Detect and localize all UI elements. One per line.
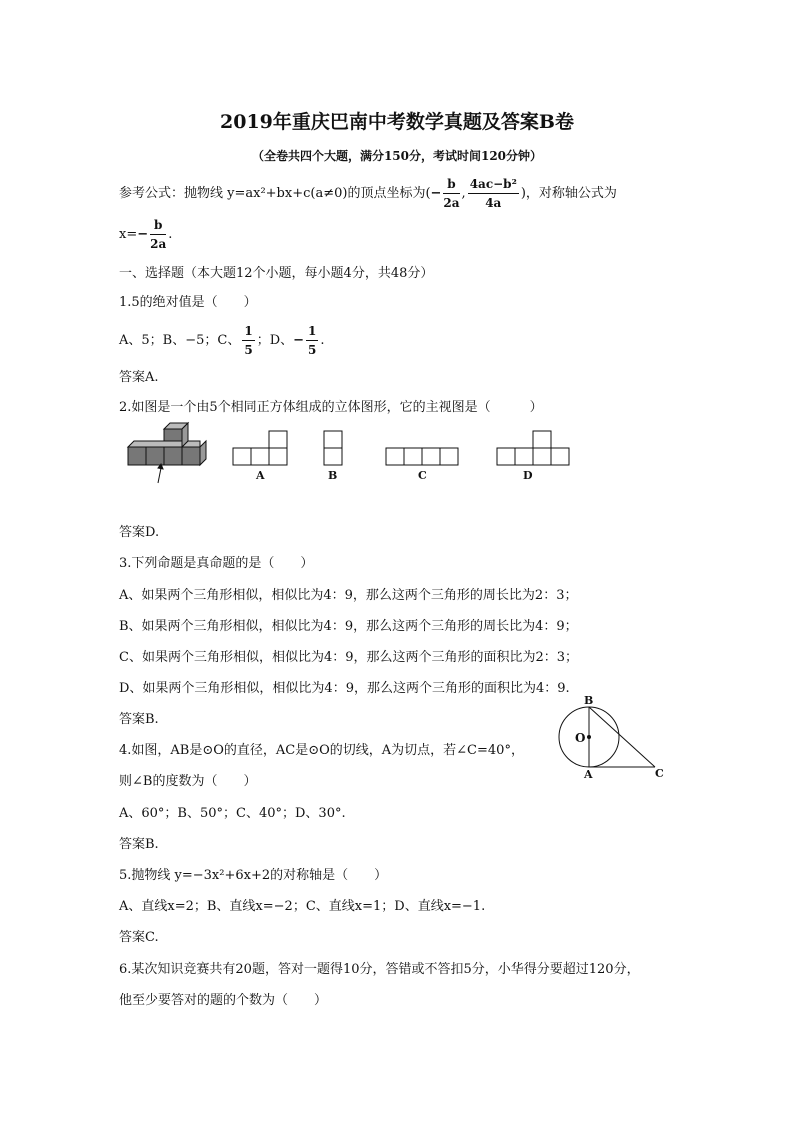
option-label-b: B — [328, 469, 338, 482]
option-label-a: A — [256, 469, 265, 482]
option-label-d: D — [523, 469, 533, 482]
minus-sign: − — [430, 186, 442, 201]
axis-formula-suffix: . — [168, 227, 173, 242]
fraction-numerator: 1 — [306, 324, 318, 341]
q1-fraction-c — [242, 324, 254, 357]
option-label-c: C — [418, 469, 427, 482]
question-2-answer: 答案D. — [119, 525, 160, 540]
question-6-stem-line1: 6.某次知识竞赛共有20题，答对一题得10分，答错或不答扣5分，小华得分要超过120分， — [119, 962, 640, 977]
view-option-d — [497, 431, 569, 465]
fraction-denominator: 5 — [244, 343, 253, 357]
question-3-stem: 3.下列命题是真命题的是（ ） — [119, 556, 314, 571]
question-1-answer: 答案A. — [119, 370, 159, 385]
point-label-a: A — [584, 768, 593, 781]
fraction-numerator: b — [443, 177, 459, 194]
formula-comma: , — [461, 186, 466, 201]
question-3-option-d: D、如果两个三角形相似，相似比为4：9，那么这两个三角形的面积比为4：9. — [119, 681, 570, 696]
axis-formula — [119, 218, 172, 251]
page-title: 2019年重庆巴南中考数学真题及答案B卷 — [220, 111, 574, 133]
center-point — [587, 735, 591, 739]
question-5-stem: 5.抛物线 y=−3x²+6x+2的对称轴是（ ） — [119, 868, 388, 883]
question-4-options: A、60°；B、50°；C、40°；D、30°. — [119, 806, 346, 821]
minus-sign: − — [137, 227, 149, 242]
circle-tangent-figure — [550, 695, 670, 785]
view-option-a — [233, 431, 287, 465]
q1-options-suffix: . — [320, 333, 325, 348]
fraction-denominator: 2a — [443, 196, 460, 210]
section-heading: 一、选择题（本大题12个小题，每小题4分，共48分） — [119, 266, 434, 281]
q1-options-prefix: A、5；B、−5；C、 — [119, 333, 241, 348]
axis-formula-prefix: x= — [119, 227, 138, 242]
cube-views-figure — [0, 420, 794, 500]
view-option-b — [324, 431, 342, 465]
question-1-options — [119, 324, 325, 357]
question-4-stem-line2: 则∠B的度数为（ ） — [119, 774, 257, 789]
point-label-o: O — [575, 731, 586, 745]
fraction-denominator: 2a — [150, 237, 167, 251]
cube-solid-figure — [128, 423, 206, 483]
question-6-stem-line2: 他至少要答对的题的个数为（ ） — [119, 993, 328, 1008]
axis-fraction — [150, 218, 166, 251]
page-subtitle: （全卷共四个大题，满分150分，考试时间120分钟） — [251, 149, 543, 163]
point-label-b: B — [584, 694, 594, 707]
question-3-option-a: A、如果两个三角形相似，相似比为4：9，那么这两个三角形的周长比为2：3； — [119, 588, 578, 603]
question-3-option-b: B、如果两个三角形相似，相似比为4：9，那么这两个三角形的周长比为4：9； — [119, 619, 578, 634]
question-5-answer: 答案C. — [119, 930, 159, 945]
point-label-c: C — [655, 767, 664, 780]
question-3-answer: 答案B. — [119, 712, 159, 727]
fraction-numerator: b — [150, 218, 166, 235]
question-1-stem: 1.5的绝对值是（ ） — [119, 295, 257, 310]
fraction-denominator: 5 — [308, 343, 317, 357]
question-5-options: A、直线x=2；B、直线x=−2；C、直线x=1；D、直线x=−1. — [119, 899, 486, 914]
segment-bc — [589, 707, 655, 767]
minus-sign: − — [293, 333, 305, 348]
question-2-stem: 2.如图是一个由5个相同正方体组成的立体图形，它的主视图是（ ） — [119, 400, 543, 415]
q1-fraction-d — [306, 324, 318, 357]
fraction-numerator: 1 — [242, 324, 254, 341]
vertex-y-fraction — [468, 177, 519, 210]
fraction-numerator: 4ac−b² — [468, 177, 519, 194]
fraction-denominator: 4a — [485, 196, 502, 210]
vertex-x-fraction — [443, 177, 459, 210]
question-4-stem-line1: 4.如图，AB是⊙O的直径，AC是⊙O的切线，A为切点，若∠C=40°， — [119, 743, 524, 758]
q1-options-mid: ；D、 — [256, 333, 294, 348]
question-3-option-c: C、如果两个三角形相似，相似比为4：9，那么这两个三角形的面积比为2：3； — [119, 650, 579, 665]
formula-prefix: 参考公式：抛物线 y=ax²+bx+c(a≠0)的顶点坐标为( — [119, 186, 431, 201]
reference-formula — [119, 177, 617, 210]
formula-suffix: )，对称轴公式为 — [520, 186, 617, 201]
question-4-answer: 答案B. — [119, 837, 159, 852]
view-option-c — [386, 448, 458, 465]
